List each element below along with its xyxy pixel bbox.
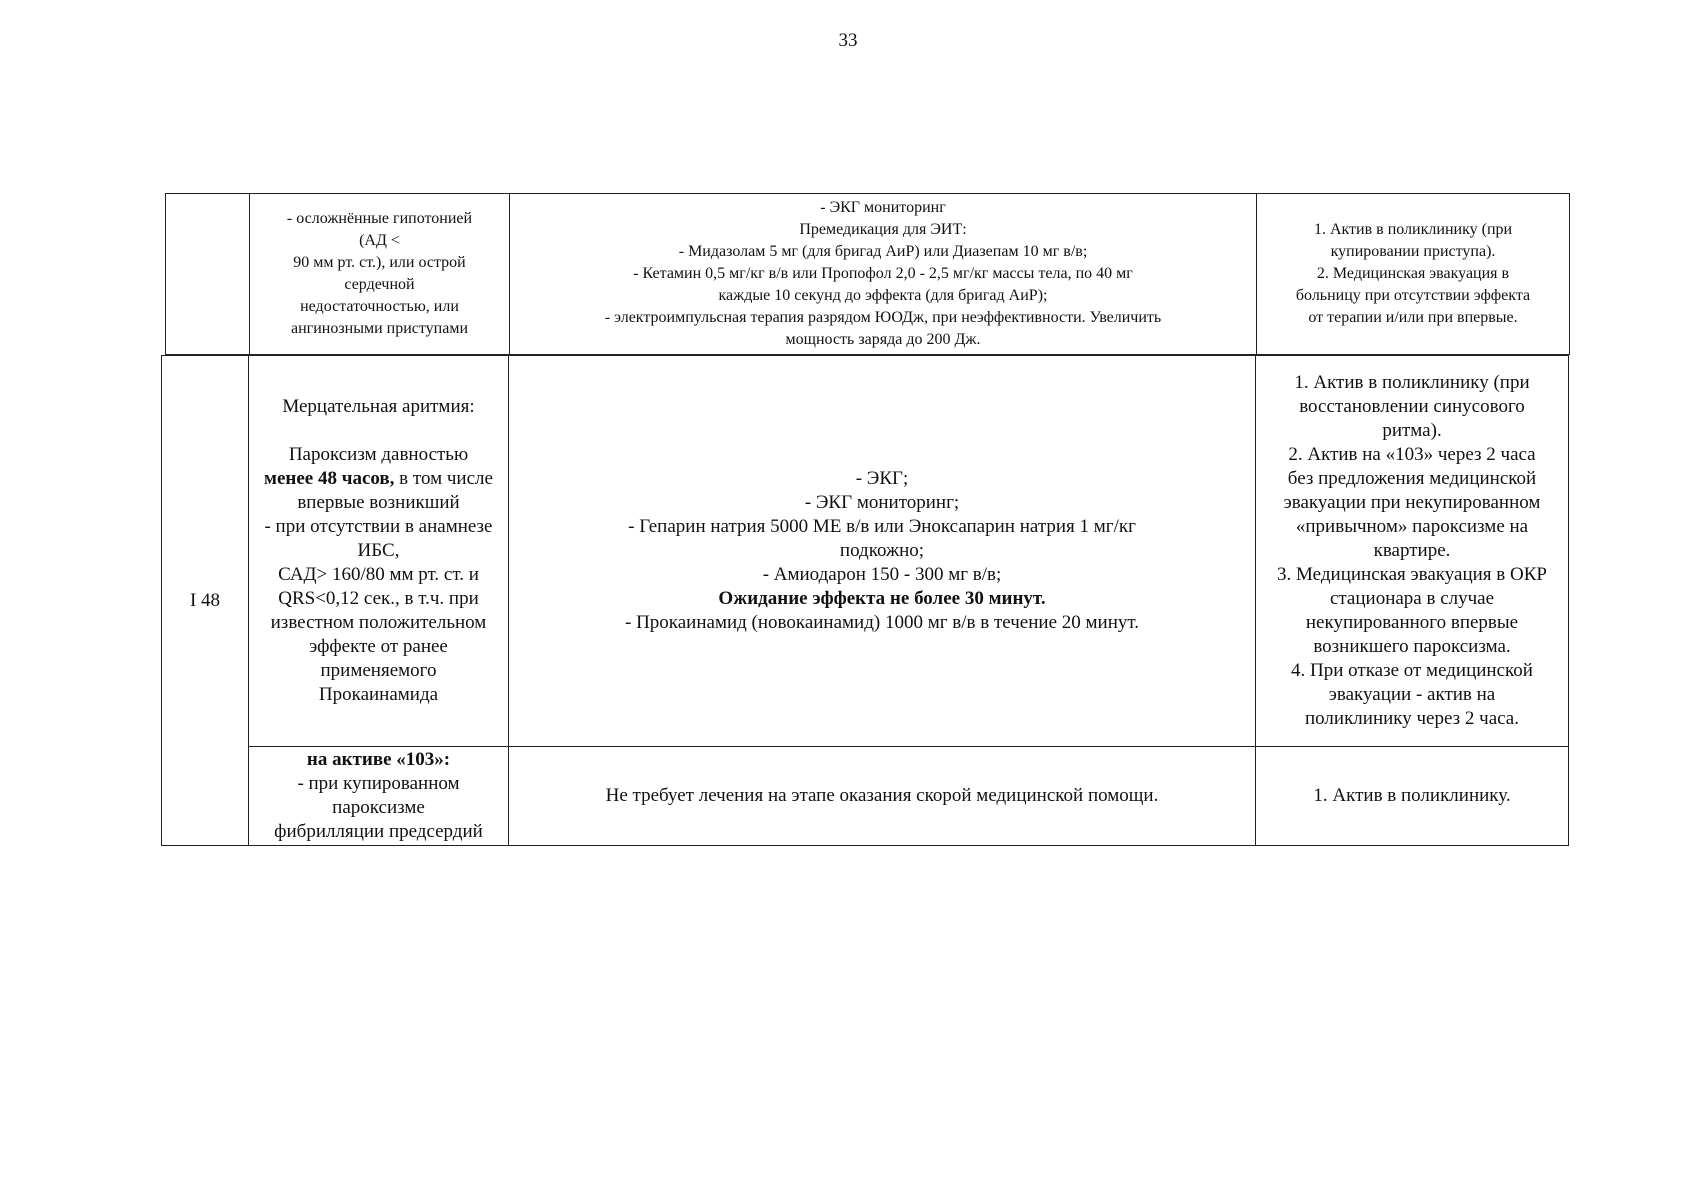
condition-line: ИБС,: [357, 540, 400, 561]
condition-line: [251, 467, 506, 491]
outcome-line: некупированного впервые: [1305, 612, 1519, 633]
condition-line: - при купированном: [297, 773, 460, 794]
condition-cell: [249, 747, 509, 846]
condition-line: эффекте от ранее: [309, 636, 448, 657]
outcome-line: эвакуации при некупированном: [1283, 492, 1541, 513]
treatment-line: - ЭКГ мониторинг: [820, 199, 946, 216]
condition-cell: [249, 356, 509, 747]
condition-line: ангинозными приступами: [290, 320, 469, 337]
continued-table: [165, 193, 1570, 355]
condition-line: сердечной: [344, 276, 415, 293]
code-cell: [166, 194, 250, 355]
spacer: [251, 419, 506, 443]
condition-cell: [250, 194, 510, 355]
treatment-line: мощность заряда до 200 Дж.: [785, 331, 981, 348]
table-row: [162, 747, 1569, 846]
treatment-cell: [509, 747, 1256, 846]
condition-line: Пароксизм давностью: [288, 444, 469, 465]
table-row: [162, 356, 1569, 747]
condition-line: недостаточностью, или: [300, 298, 459, 315]
treatment-bold-line: Ожидание эффекта не более 30 минут.: [718, 588, 1046, 609]
outcome-line: без предложения медицинской: [1287, 468, 1537, 489]
outcome-line: от терапии и/или при впервые.: [1308, 309, 1518, 326]
treatment-line: - Прокаинамид (новокаинамид) 1000 мг в/в в течение 20 минут.: [625, 612, 1139, 633]
treatment-line: - ЭКГ мониторинг;: [804, 492, 960, 513]
outcome-line: 1. Актив в поликлинику (при: [1294, 372, 1530, 393]
outcome-line: восстановлении синусового: [1299, 396, 1525, 417]
treatment-line: каждые 10 секунд до эффекта (для бригад АиР);: [718, 287, 1048, 304]
outcome-text: 1. Актив в поликлинику.: [1313, 785, 1511, 806]
outcome-line: 2. Медицинская эвакуация в: [1316, 265, 1510, 282]
outcome-line: эвакуации - актив на: [1328, 684, 1496, 705]
treatment-line: - электроимпульсная терапия разрядом ЮОДж, при неэффективности. Увеличить: [604, 309, 1162, 326]
treatment-line: - Амиодарон 150 - 300 мг в/в;: [762, 564, 1002, 585]
outcome-line: 1. Актив в поликлинику (при: [1313, 221, 1513, 238]
diagnosis-code-cell: [162, 356, 249, 846]
outcome-line: стационара в случае: [1329, 588, 1495, 609]
treatment-line: Премедикация для ЭИТ:: [799, 221, 967, 238]
outcome-line: возникшего пароксизма.: [1313, 636, 1511, 657]
condition-line: пароксизме: [332, 797, 425, 818]
condition-line: QRS<0,12 сек., в т.ч. при: [278, 588, 479, 609]
outcome-line: поликлинику через 2 часа.: [1305, 708, 1519, 729]
outcome-line: больницу при отсутствии эффекта: [1295, 287, 1531, 304]
outcome-line: купировании приступа).: [1330, 243, 1496, 260]
condition-line: впервые возникший: [297, 492, 460, 513]
condition-after-bold: в том числе: [394, 468, 493, 489]
treatment-line: подкожно;: [839, 540, 925, 561]
outcome-cell: [1256, 356, 1569, 747]
condition-line: известном положительном: [270, 612, 487, 633]
treatment-line: - Кетамин 0,5 мг/кг в/в или Пропофол 2,0 - 2,5 мг/кг массы тела, по 40 мг: [633, 265, 1133, 282]
condition-line: 90 мм рт. ст.), или острой: [293, 254, 466, 271]
outcome-cell: [1256, 747, 1569, 846]
condition-bold: на активе «103»:: [306, 749, 451, 770]
page-number: 33: [838, 30, 858, 51]
treatment-line: - Гепарин натрия 5000 МЕ в/в или Эноксапарин натрия 1 мг/кг: [628, 516, 1136, 537]
outcome-line: ритма).: [1382, 420, 1442, 441]
outcome-cell: [1257, 194, 1570, 355]
condition-line: применяемого: [320, 660, 437, 681]
outcome-line: 2. Актив на «103» через 2 часа: [1288, 444, 1536, 465]
arrhythmia-table: [161, 355, 1569, 846]
outcome-line: 3. Медицинская эвакуация в ОКР: [1277, 564, 1547, 585]
condition-line: - осложнённые гипотонией: [286, 210, 473, 227]
treatment-cell: [510, 194, 1257, 355]
outcome-line: квартире.: [1373, 540, 1451, 561]
outcome-line: «привычном» пароксизме на: [1295, 516, 1529, 537]
condition-line: Прокаинамида: [318, 684, 439, 705]
treatment-cell: [509, 356, 1256, 747]
treatment-line: - Мидазолам 5 мг (для бригад АиР) или Диазепам 10 мг в/в;: [678, 243, 1088, 260]
condition-line: (АД <: [359, 232, 400, 249]
condition-bold: менее 48 часов,: [264, 468, 395, 489]
condition-title: Мерцательная аритмия:: [282, 396, 475, 417]
table-row: [166, 194, 1570, 355]
condition-line: фибрилляции предсердий: [274, 821, 483, 842]
outcome-line: 4. При отказе от медицинской: [1291, 660, 1533, 681]
condition-line: - при отсутствии в анамнезе: [264, 516, 493, 537]
diagnosis-code: I 48: [189, 589, 221, 611]
condition-line: САД> 160/80 мм рт. ст. и: [278, 564, 479, 585]
treatment-line: - ЭКГ;: [855, 468, 909, 489]
treatment-text: Не требует лечения на этапе оказания скорой медицинской помощи.: [605, 785, 1159, 806]
